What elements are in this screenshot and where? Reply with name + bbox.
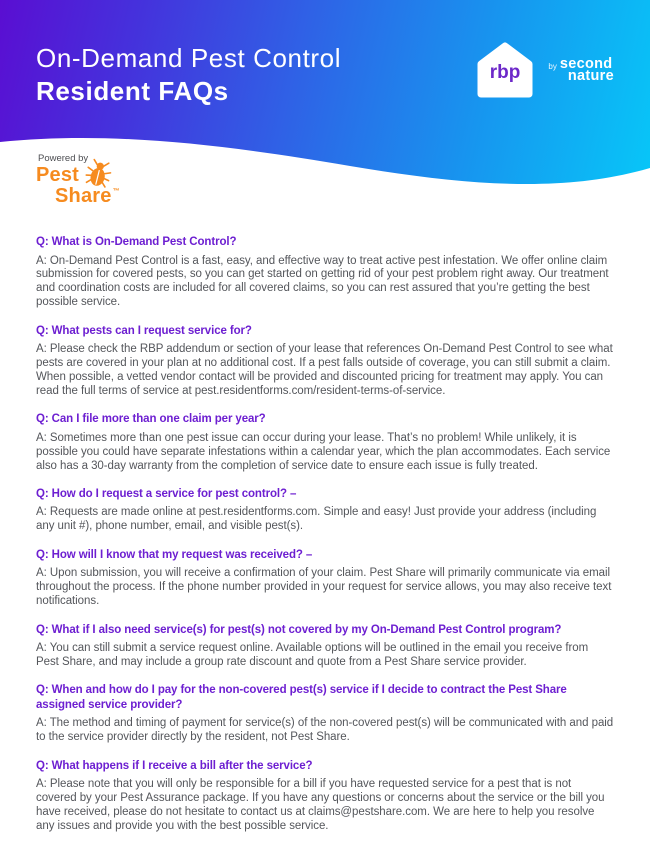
faq-item: [36, 623, 614, 670]
pest-share-word-pest: Pest: [36, 164, 80, 186]
rbp-logo-text: rbp: [490, 62, 521, 83]
rbp-logo-icon: [473, 38, 537, 102]
second-nature-line1: second: [559, 55, 613, 72]
second-nature-name: [559, 55, 614, 84]
faq-item: [36, 548, 614, 609]
faq-item: [36, 759, 614, 834]
faq-question: Q: Can I file more than one claim per year?: [36, 413, 266, 426]
faq-answer: A: Please note that you will only be responsible for a bill if you have requested service for a pest that is not covered by your Pest Assurance package. If you have any questions or concerns about the service or the bill you have received, please do not hesitate to contact us at claims@pestshare.com. We are here to help you resolve any issues and provide you with the best possible service.: [36, 778, 605, 832]
faq-answer: A: The method and timing of payment for service(s) of the non-covered pest(s) will be communicated with and paid to the service provider directly by the resident, not Pest Share.: [36, 717, 614, 744]
faq-question: Q: When and how do I pay for the non-covered pest(s) service if I decide to contract the Pest Share assigned service provider?: [36, 684, 567, 711]
pest-share-word-share: Share: [55, 185, 112, 207]
faq-item: [36, 412, 614, 473]
faq-answer: A: Requests are made online at pest.residentforms.com. Simple and easy! Just provide your address (including any unit #), phone number, email, and visible pest(s).: [36, 506, 597, 533]
faq-answer: A: Upon submission, you will receive a confirmation of your claim. Pest Share will primarily communicate via email throughout the process. If the phone number provided in your request for service allows, you may also receive text notifications.: [36, 567, 612, 608]
faq-item: [36, 487, 614, 534]
faq-question: Q: What if I also need service(s) for pest(s) not covered by my On-Demand Pest Control program?: [36, 623, 562, 636]
rbp-second-nature-brand: [473, 38, 614, 102]
faq-question: Q: What pests can I request service for?: [36, 324, 252, 337]
faq-question: Q: What happens if I receive a bill after the service?: [36, 759, 313, 772]
page-title: [36, 42, 341, 108]
page-title-line2: Resident FAQs: [36, 76, 229, 106]
faq-item: [36, 683, 614, 745]
powered-by-label: Powered by: [38, 153, 89, 164]
trademark-symbol: ™: [112, 188, 120, 195]
second-nature-line2: nature: [567, 68, 614, 84]
faq-answer: A: Please check the RBP addendum or section of your lease that references On-Demand Pest Control to see what pests are covered in your plan at no additional cost. If a pest falls outside of coverage, you can still submit a claim. When possible, a vetted vendor contact will be provided and discounted pricing for treatment may apply. You can read the full terms of service at pest.residentforms.com/resident-terms-of-service.: [36, 343, 613, 397]
faq-question: Q: How do I request a service for pest control? –: [36, 487, 297, 500]
pest-share-brand: [36, 153, 120, 206]
page-header: [0, 0, 650, 216]
faq-answer: A: You can still submit a service request online. Available options will be outlined in the email you receive from Pest Share, and may include a group rate discount and quote from a Pest Share service provider.: [36, 642, 589, 668]
brand-by-label: by: [548, 61, 557, 71]
faq-answer: A: On-Demand Pest Control is a fast, easy, and effective way to treat active pest infestation. We offer online claim submission for covered pests, so you can get started on getting rid of your pest problem right away. Our treatment and coordination costs are included for all covered claims, so you can rest assured that you’re getting the best possible service.: [36, 254, 609, 309]
faq-question: Q: What is On-Demand Pest Control?: [36, 236, 237, 248]
faq-item: [36, 324, 614, 399]
faq-question: Q: How will I know that my request was received? –: [36, 548, 313, 561]
faq-item: [36, 235, 614, 310]
faq-answer: A: Sometimes more than one pest issue can occur during your lease. That’s no problem! While unlikely, it is possible you could have separate infestations within a calendar year, which the plan accommodates. Each service also has a 30-day warranty from the completion of service date to ensure each issue is fully treated.: [36, 431, 611, 472]
page-title-line1: On-Demand Pest Control: [36, 43, 342, 73]
second-nature-wordmark: [548, 55, 614, 84]
faq-content: [0, 216, 650, 834]
